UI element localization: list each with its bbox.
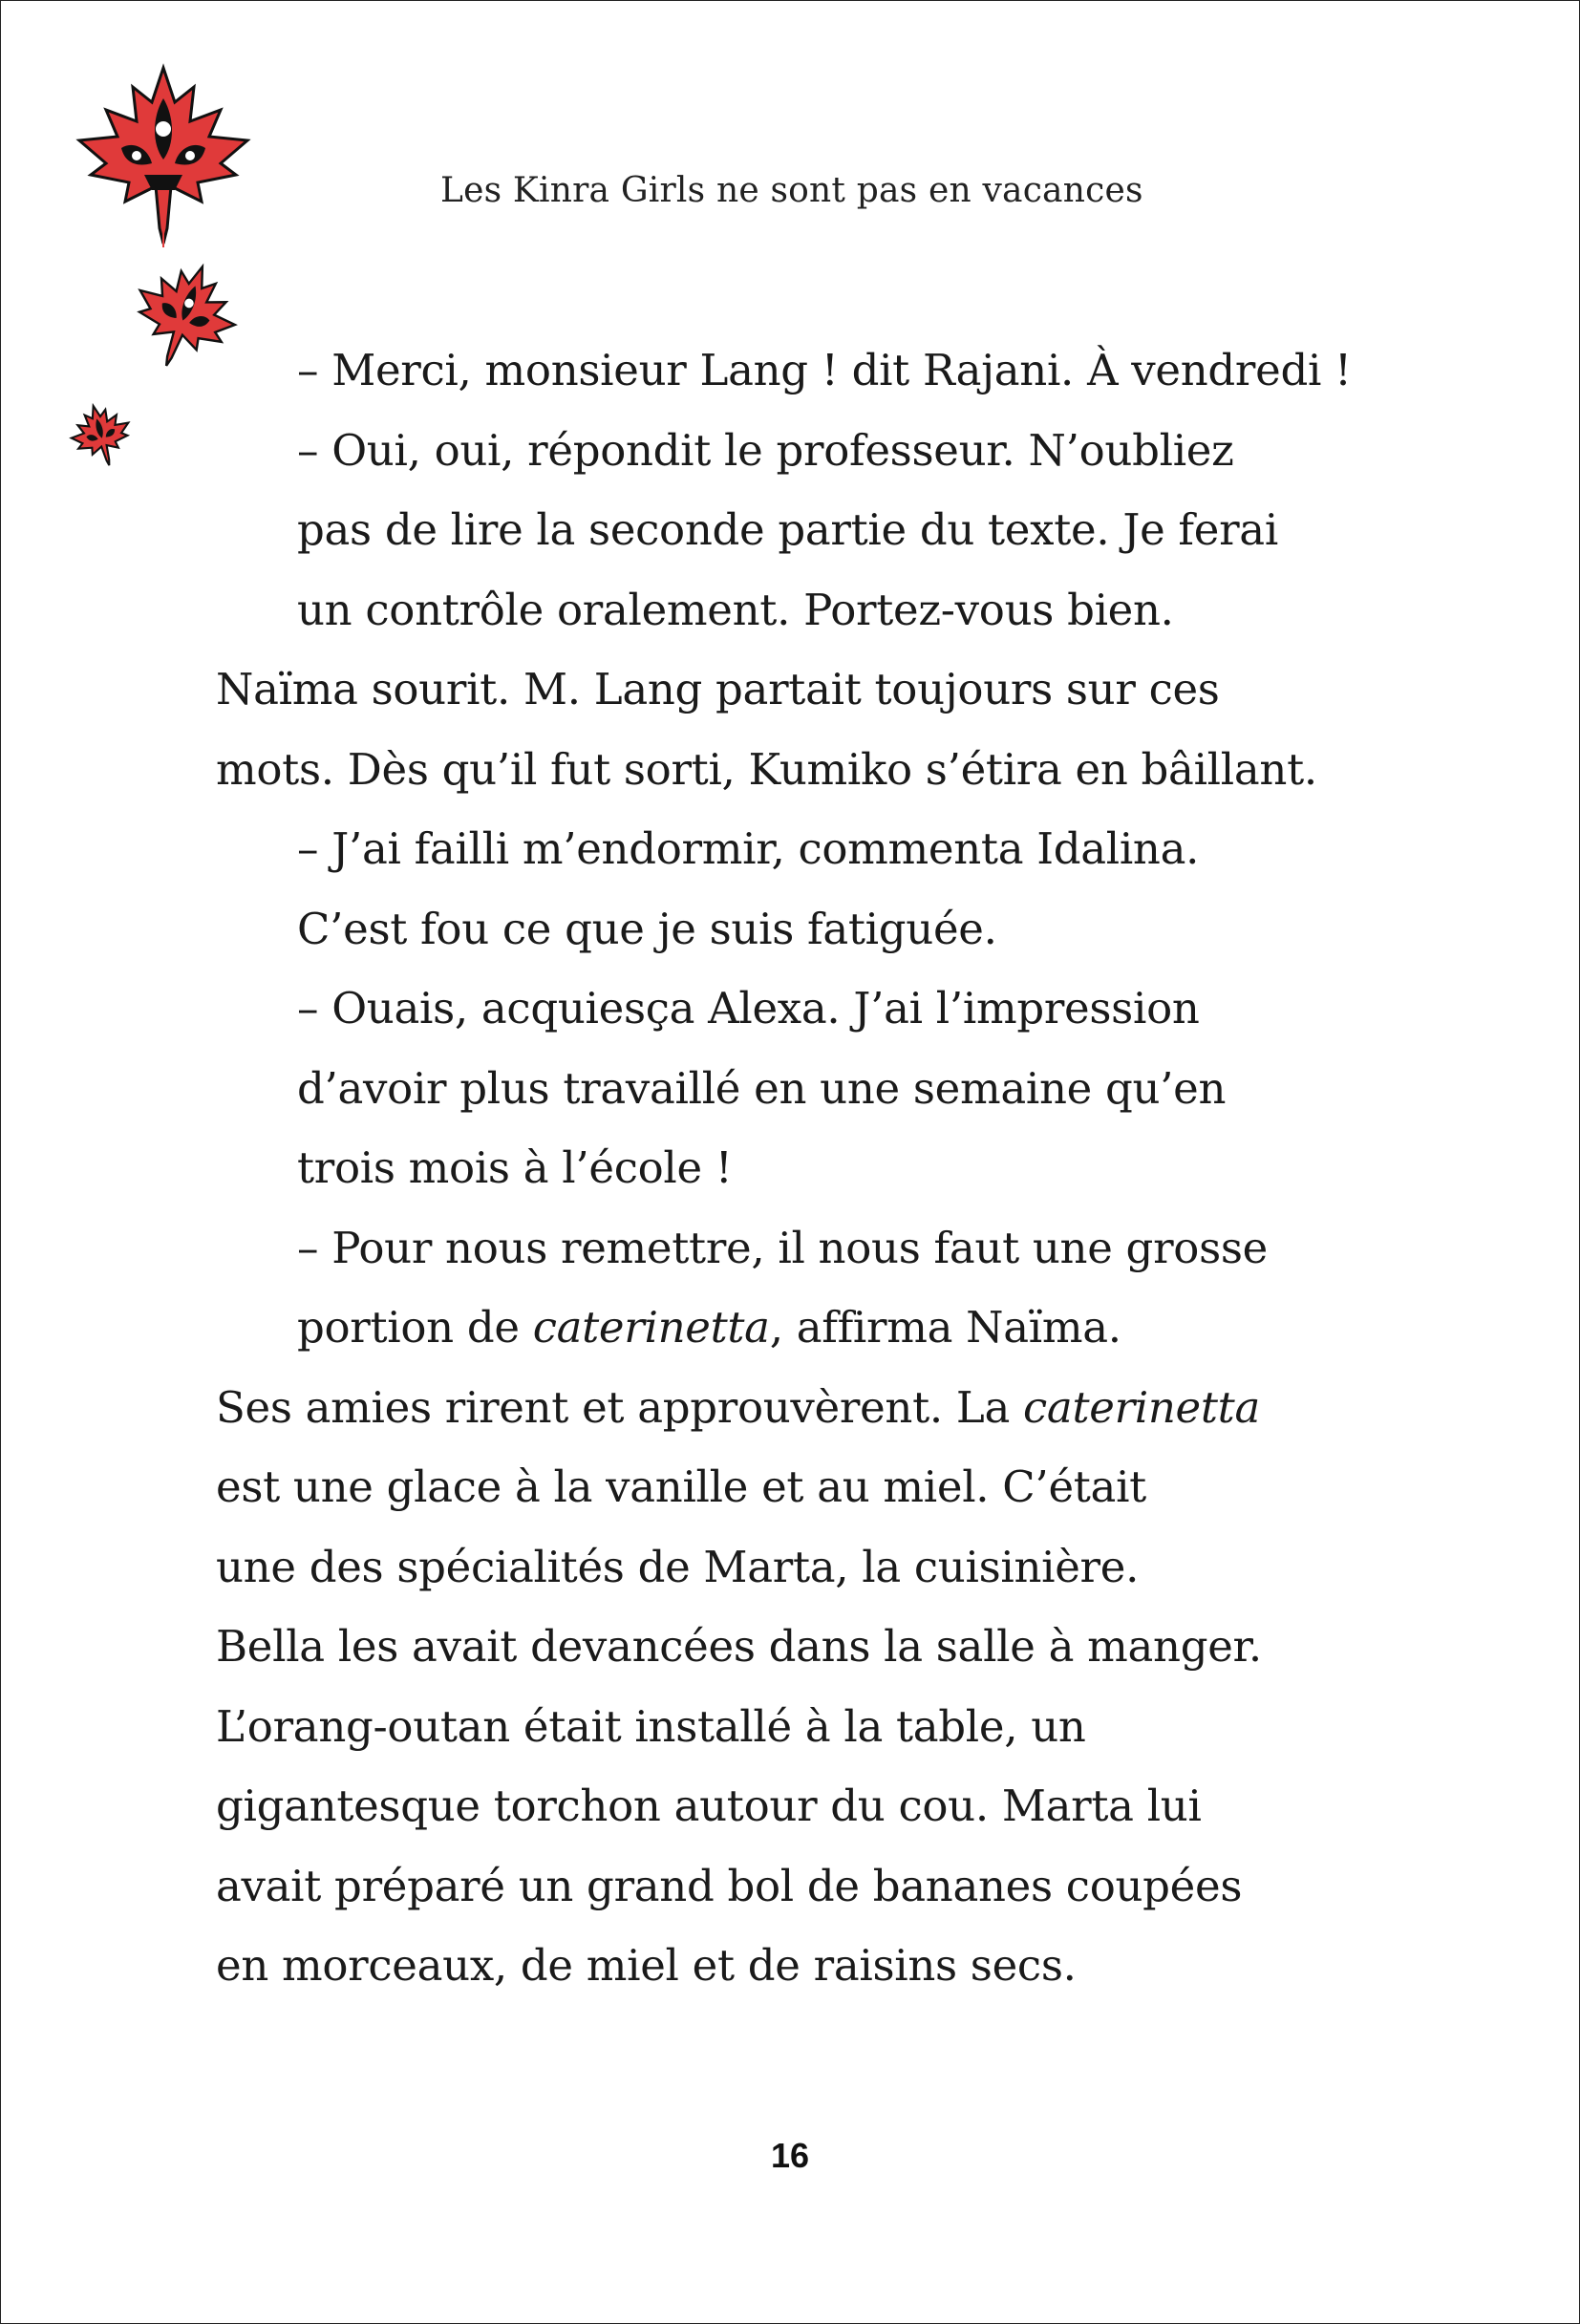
- text-line: d’avoir plus travaillé en une semaine qu’en: [297, 1062, 1227, 1114]
- text-line: Naïma sourit. M. Lang partait toujours sur ces: [216, 664, 1220, 714]
- body-text: [216, 330, 1362, 2006]
- text-line: avait préparé un grand bol de bananes coupées: [216, 1860, 1243, 1911]
- text-segment: portion de: [297, 1302, 533, 1353]
- running-header: Les Kinra Girls ne sont pas en vacances: [440, 171, 1143, 210]
- text-line: en morceaux, de miel et de raisins secs.: [216, 1940, 1077, 1991]
- text-line: – Oui, oui, répondit le professeur. N’oubliez: [297, 424, 1234, 476]
- text-line: L’orang-outan était installé à la table, un: [216, 1700, 1086, 1752]
- text-line: trois mois à l’école !: [297, 1142, 733, 1193]
- text-segment: Ses amies rirent et approuvèrent. La: [216, 1381, 1024, 1433]
- text-line: – Pour nous remettre, il nous faut une grosse: [297, 1222, 1268, 1273]
- text-line: est une glace à la vanille et au miel. C’était: [216, 1461, 1146, 1512]
- text-line: Bella les avait devancées dans la salle à manger.: [216, 1621, 1262, 1672]
- text-line: gigantesque torchon autour du cou. Marta lui: [216, 1780, 1202, 1831]
- text-line: mots. Dès qu’il fut sorti, Kumiko s’étira en bâillant.: [216, 743, 1317, 795]
- page-number: 16: [770, 2136, 810, 2175]
- maple-leaf-icon: [60, 394, 142, 477]
- italic-word: caterinetta: [532, 1302, 770, 1353]
- text-segment: , affirma Naïma.: [769, 1302, 1121, 1353]
- text-line: – Merci, monsieur Lang ! dit Rajani. À vendredi !: [297, 345, 1352, 395]
- text-line: [216, 1368, 1362, 1448]
- italic-word: caterinetta: [1023, 1381, 1260, 1433]
- text-line: [216, 1288, 1362, 1368]
- maple-leaf-icon: [68, 60, 259, 251]
- text-line: C’est fou ce que je suis fatiguée.: [297, 903, 997, 954]
- text-line: pas de lire la seconde partie du texte. Je ferai: [297, 504, 1278, 555]
- text-line: – Ouais, acquiesça Alexa. J’ai l’impression: [297, 983, 1200, 1034]
- text-line: un contrôle oralement. Portez-vous bien.: [297, 584, 1174, 635]
- text-line: – J’ai failli m’endormir, commenta Idalina.: [297, 823, 1200, 874]
- text-line: une des spécialités de Marta, la cuisinière.: [216, 1541, 1140, 1592]
